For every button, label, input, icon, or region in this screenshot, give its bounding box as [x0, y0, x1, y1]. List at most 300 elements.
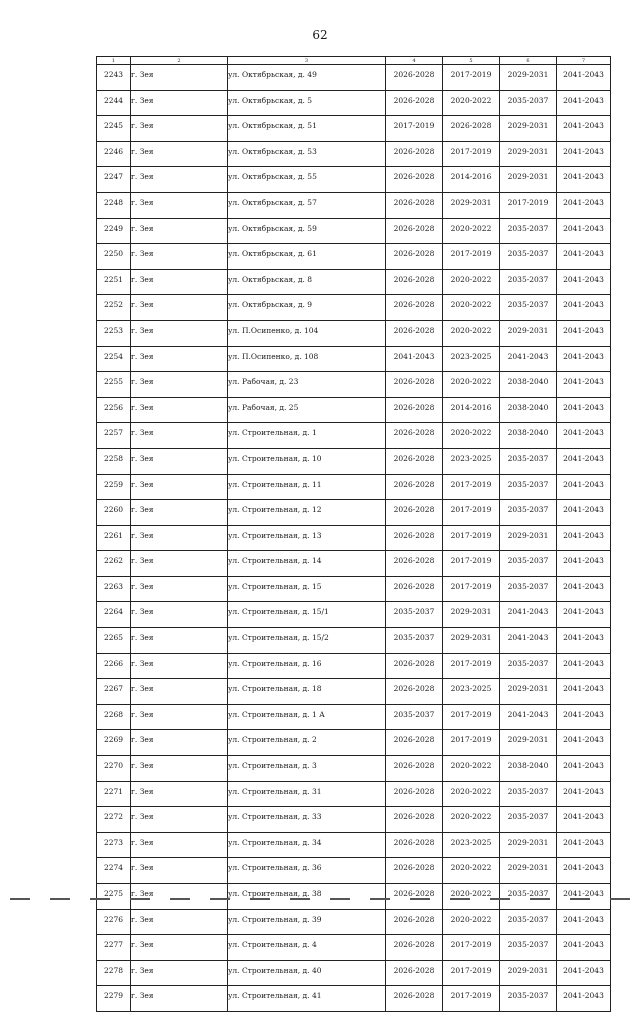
period-cell: 2017-2019 — [443, 141, 500, 167]
period-cell: 2029-2031 — [500, 832, 557, 858]
period-cell: 2035-2037 — [500, 500, 557, 526]
period-cell: 2017-2019 — [443, 244, 500, 270]
row-number: 2267 — [97, 679, 131, 705]
period-cell: 2026-2028 — [386, 679, 443, 705]
period-cell: 2026-2028 — [386, 65, 443, 91]
period-cell: 2041-2043 — [557, 372, 611, 398]
period-cell: 2038-2040 — [500, 397, 557, 423]
period-cell: 2023-2025 — [443, 346, 500, 372]
city-cell: г. Зея — [131, 935, 228, 961]
table-row — [97, 884, 611, 910]
period-cell: 2041-2043 — [557, 167, 611, 193]
row-number: 2273 — [97, 832, 131, 858]
page-number: 62 — [312, 28, 328, 42]
address-cell: ул. Строительная, д. 12 — [228, 500, 386, 526]
period-cell: 2041-2043 — [557, 141, 611, 167]
column-number-header: 1 — [97, 57, 131, 65]
period-cell: 2041-2043 — [557, 500, 611, 526]
city-cell: г. Зея — [131, 397, 228, 423]
city-cell: г. Зея — [131, 116, 228, 142]
table-row — [97, 474, 611, 500]
table-row — [97, 551, 611, 577]
period-cell: 2029-2031 — [500, 679, 557, 705]
table-row — [97, 781, 611, 807]
period-cell: 2041-2043 — [557, 397, 611, 423]
table-row — [97, 192, 611, 218]
period-cell: 2023-2025 — [443, 679, 500, 705]
period-cell: 2029-2031 — [443, 602, 500, 628]
row-number: 2243 — [97, 65, 131, 91]
city-cell: г. Зея — [131, 960, 228, 986]
period-cell: 2041-2043 — [557, 90, 611, 116]
period-cell: 2029-2031 — [500, 65, 557, 91]
period-cell: 2041-2043 — [557, 832, 611, 858]
row-number: 2266 — [97, 653, 131, 679]
period-cell: 2026-2028 — [386, 397, 443, 423]
period-cell: 2041-2043 — [557, 653, 611, 679]
period-cell: 2017-2019 — [443, 576, 500, 602]
period-cell: 2026-2028 — [386, 167, 443, 193]
period-cell: 2020-2022 — [443, 909, 500, 935]
city-cell: г. Зея — [131, 653, 228, 679]
period-cell: 2035-2037 — [500, 884, 557, 910]
period-cell: 2026-2028 — [386, 884, 443, 910]
period-cell: 2041-2043 — [557, 576, 611, 602]
row-number: 2278 — [97, 960, 131, 986]
column-number-header: 5 — [443, 57, 500, 65]
period-cell: 2026-2028 — [386, 935, 443, 961]
column-number-row — [97, 57, 611, 65]
table-row — [97, 372, 611, 398]
period-cell: 2035-2037 — [500, 90, 557, 116]
period-cell: 2029-2031 — [443, 628, 500, 654]
row-number: 2249 — [97, 218, 131, 244]
table-row — [97, 141, 611, 167]
row-number: 2264 — [97, 602, 131, 628]
period-cell: 2026-2028 — [386, 295, 443, 321]
period-cell: 2041-2043 — [557, 986, 611, 1012]
period-cell: 2035-2037 — [500, 935, 557, 961]
period-cell: 2041-2043 — [557, 909, 611, 935]
city-cell: г. Зея — [131, 884, 228, 910]
row-number: 2261 — [97, 525, 131, 551]
city-cell: г. Зея — [131, 218, 228, 244]
period-cell: 2041-2043 — [557, 858, 611, 884]
city-cell: г. Зея — [131, 909, 228, 935]
period-cell: 2017-2019 — [443, 704, 500, 730]
period-cell: 2041-2043 — [557, 320, 611, 346]
period-cell: 2041-2043 — [557, 295, 611, 321]
period-cell: 2026-2028 — [386, 423, 443, 449]
row-number: 2271 — [97, 781, 131, 807]
period-cell: 2026-2028 — [386, 192, 443, 218]
address-cell: ул. Строительная, д. 13 — [228, 525, 386, 551]
table-row — [97, 576, 611, 602]
period-cell: 2029-2031 — [500, 730, 557, 756]
city-cell: г. Зея — [131, 986, 228, 1012]
period-cell: 2035-2037 — [500, 218, 557, 244]
row-number: 2269 — [97, 730, 131, 756]
table-row — [97, 244, 611, 270]
period-cell: 2017-2019 — [443, 653, 500, 679]
period-cell: 2020-2022 — [443, 807, 500, 833]
period-cell: 2026-2028 — [386, 551, 443, 577]
period-cell: 2041-2043 — [557, 192, 611, 218]
period-cell: 2026-2028 — [386, 448, 443, 474]
period-cell: 2035-2037 — [500, 295, 557, 321]
period-cell: 2041-2043 — [557, 602, 611, 628]
table-row — [97, 218, 611, 244]
period-cell: 2041-2043 — [557, 704, 611, 730]
period-cell: 2038-2040 — [500, 756, 557, 782]
period-cell: 2023-2025 — [443, 832, 500, 858]
period-cell: 2026-2028 — [386, 832, 443, 858]
table-row — [97, 628, 611, 654]
period-cell: 2041-2043 — [557, 628, 611, 654]
period-cell: 2041-2043 — [557, 244, 611, 270]
period-cell: 2020-2022 — [443, 320, 500, 346]
city-cell: г. Зея — [131, 474, 228, 500]
row-number: 2279 — [97, 986, 131, 1012]
address-cell: ул. Строительная, д. 1 А — [228, 704, 386, 730]
row-number: 2250 — [97, 244, 131, 270]
address-cell: ул. Строительная, д. 4 — [228, 935, 386, 961]
city-cell: г. Зея — [131, 679, 228, 705]
city-cell: г. Зея — [131, 628, 228, 654]
period-cell: 2026-2028 — [386, 781, 443, 807]
address-cell: ул. Строительная, д. 38 — [228, 884, 386, 910]
row-number: 2275 — [97, 884, 131, 910]
address-cell: ул. Строительная, д. 1 — [228, 423, 386, 449]
period-cell: 2041-2043 — [557, 423, 611, 449]
address-cell: ул. Строительная, д. 11 — [228, 474, 386, 500]
table-row — [97, 960, 611, 986]
period-cell: 2020-2022 — [443, 781, 500, 807]
row-number: 2268 — [97, 704, 131, 730]
row-number: 2244 — [97, 90, 131, 116]
address-cell: ул. Октябрьская, д. 9 — [228, 295, 386, 321]
period-cell: 2014-2016 — [443, 167, 500, 193]
period-cell: 2026-2028 — [386, 576, 443, 602]
period-cell: 2020-2022 — [443, 756, 500, 782]
address-cell: ул. П.Осипенко, д. 108 — [228, 346, 386, 372]
row-number: 2252 — [97, 295, 131, 321]
city-cell: г. Зея — [131, 551, 228, 577]
row-number: 2270 — [97, 756, 131, 782]
table-row — [97, 807, 611, 833]
row-number: 2274 — [97, 858, 131, 884]
period-cell: 2020-2022 — [443, 295, 500, 321]
table-row — [97, 346, 611, 372]
period-cell: 2041-2043 — [557, 807, 611, 833]
city-cell: г. Зея — [131, 602, 228, 628]
period-cell: 2035-2037 — [500, 474, 557, 500]
column-number-header: 4 — [386, 57, 443, 65]
table-row — [97, 935, 611, 961]
address-cell: ул. Строительная, д. 2 — [228, 730, 386, 756]
period-cell: 2041-2043 — [557, 65, 611, 91]
period-cell: 2017-2019 — [443, 500, 500, 526]
address-cell: ул. Строительная, д. 15/1 — [228, 602, 386, 628]
period-cell: 2041-2043 — [557, 730, 611, 756]
column-number-header: 6 — [500, 57, 557, 65]
city-cell: г. Зея — [131, 269, 228, 295]
period-cell: 2041-2043 — [557, 781, 611, 807]
period-cell: 2026-2028 — [386, 141, 443, 167]
address-cell: ул. Строительная, д. 31 — [228, 781, 386, 807]
period-cell: 2041-2043 — [557, 551, 611, 577]
row-number: 2248 — [97, 192, 131, 218]
address-cell: ул. Рабочая, д. 23 — [228, 372, 386, 398]
period-cell: 2026-2028 — [386, 500, 443, 526]
city-cell: г. Зея — [131, 372, 228, 398]
row-number: 2255 — [97, 372, 131, 398]
period-cell: 2026-2028 — [386, 525, 443, 551]
period-cell: 2035-2037 — [500, 576, 557, 602]
table-row — [97, 730, 611, 756]
period-cell: 2035-2037 — [500, 448, 557, 474]
period-cell: 2026-2028 — [386, 858, 443, 884]
address-cell: ул. Строительная, д. 3 — [228, 756, 386, 782]
row-number: 2247 — [97, 167, 131, 193]
city-cell: г. Зея — [131, 167, 228, 193]
city-cell: г. Зея — [131, 525, 228, 551]
city-cell: г. Зея — [131, 90, 228, 116]
table-row — [97, 525, 611, 551]
city-cell: г. Зея — [131, 832, 228, 858]
city-cell: г. Зея — [131, 141, 228, 167]
table-row — [97, 909, 611, 935]
period-cell: 2041-2043 — [500, 704, 557, 730]
period-cell: 2017-2019 — [500, 192, 557, 218]
table-row — [97, 602, 611, 628]
table-row — [97, 653, 611, 679]
period-cell: 2026-2028 — [386, 960, 443, 986]
period-cell: 2023-2025 — [443, 448, 500, 474]
table-row — [97, 320, 611, 346]
period-cell: 2035-2037 — [500, 986, 557, 1012]
period-cell: 2041-2043 — [557, 935, 611, 961]
address-cell: ул. Строительная, д. 10 — [228, 448, 386, 474]
period-cell: 2029-2031 — [500, 141, 557, 167]
address-cell: ул. Строительная, д. 39 — [228, 909, 386, 935]
row-number: 2260 — [97, 500, 131, 526]
row-number: 2254 — [97, 346, 131, 372]
address-cell: ул. Октябрьская, д. 51 — [228, 116, 386, 142]
table-row — [97, 500, 611, 526]
row-number: 2276 — [97, 909, 131, 935]
period-cell: 2026-2028 — [386, 730, 443, 756]
table-row — [97, 295, 611, 321]
row-number: 2258 — [97, 448, 131, 474]
address-cell: ул. Строительная, д. 16 — [228, 653, 386, 679]
period-cell: 2041-2043 — [386, 346, 443, 372]
period-cell: 2041-2043 — [557, 884, 611, 910]
period-cell: 2020-2022 — [443, 884, 500, 910]
period-cell: 2041-2043 — [557, 448, 611, 474]
period-cell: 2026-2028 — [386, 653, 443, 679]
address-cell: ул. Октябрьская, д. 55 — [228, 167, 386, 193]
period-cell: 2038-2040 — [500, 423, 557, 449]
city-cell: г. Зея — [131, 448, 228, 474]
row-number: 2277 — [97, 935, 131, 961]
period-cell: 2035-2037 — [500, 244, 557, 270]
period-cell: 2017-2019 — [443, 960, 500, 986]
address-cell: ул. Октябрьская, д. 53 — [228, 141, 386, 167]
period-cell: 2035-2037 — [500, 807, 557, 833]
column-number-header: 2 — [131, 57, 228, 65]
period-cell: 2029-2031 — [500, 116, 557, 142]
period-cell: 2020-2022 — [443, 423, 500, 449]
row-number: 2256 — [97, 397, 131, 423]
period-cell: 2017-2019 — [443, 474, 500, 500]
period-cell: 2041-2043 — [557, 679, 611, 705]
period-cell: 2035-2037 — [500, 653, 557, 679]
period-cell: 2026-2028 — [386, 756, 443, 782]
period-cell: 2029-2031 — [500, 960, 557, 986]
period-cell: 2041-2043 — [557, 269, 611, 295]
period-cell: 2041-2043 — [500, 628, 557, 654]
address-cell: ул. Строительная, д. 15/2 — [228, 628, 386, 654]
period-cell: 2029-2031 — [500, 320, 557, 346]
city-cell: г. Зея — [131, 807, 228, 833]
address-cell: ул. Рабочая, д. 25 — [228, 397, 386, 423]
city-cell: г. Зея — [131, 500, 228, 526]
period-cell: 2026-2028 — [386, 218, 443, 244]
city-cell: г. Зея — [131, 346, 228, 372]
period-cell: 2041-2043 — [500, 346, 557, 372]
period-cell: 2020-2022 — [443, 372, 500, 398]
address-cell: ул. Октябрьская, д. 8 — [228, 269, 386, 295]
period-cell: 2026-2028 — [386, 986, 443, 1012]
period-cell: 2041-2043 — [557, 474, 611, 500]
table-row — [97, 116, 611, 142]
period-cell: 2017-2019 — [443, 730, 500, 756]
period-cell: 2020-2022 — [443, 269, 500, 295]
period-cell: 2026-2028 — [443, 116, 500, 142]
period-cell: 2041-2043 — [557, 525, 611, 551]
address-cell: ул. Октябрьская, д. 5 — [228, 90, 386, 116]
row-number: 2245 — [97, 116, 131, 142]
period-cell: 2026-2028 — [386, 90, 443, 116]
table-row — [97, 986, 611, 1012]
period-cell: 2026-2028 — [386, 372, 443, 398]
row-number: 2257 — [97, 423, 131, 449]
address-cell: ул. П.Осипенко, д. 104 — [228, 320, 386, 346]
row-number: 2263 — [97, 576, 131, 602]
city-cell: г. Зея — [131, 295, 228, 321]
table-row — [97, 65, 611, 91]
table-row — [97, 90, 611, 116]
table-body — [97, 65, 611, 1012]
period-cell: 2020-2022 — [443, 90, 500, 116]
table-row — [97, 397, 611, 423]
city-cell: г. Зея — [131, 65, 228, 91]
address-cell: ул. Октябрьская, д. 59 — [228, 218, 386, 244]
address-cell: ул. Октябрьская, д. 49 — [228, 65, 386, 91]
period-cell: 2029-2031 — [500, 167, 557, 193]
table-row — [97, 858, 611, 884]
row-number: 2253 — [97, 320, 131, 346]
address-cell: ул. Строительная, д. 18 — [228, 679, 386, 705]
address-cell: ул. Октябрьская, д. 61 — [228, 244, 386, 270]
address-cell: ул. Октябрьская, д. 57 — [228, 192, 386, 218]
period-cell: 2026-2028 — [386, 320, 443, 346]
period-cell: 2035-2037 — [386, 628, 443, 654]
period-cell: 2041-2043 — [557, 218, 611, 244]
period-cell: 2026-2028 — [386, 474, 443, 500]
period-cell: 2029-2031 — [500, 525, 557, 551]
period-cell: 2035-2037 — [386, 704, 443, 730]
period-cell: 2041-2043 — [557, 756, 611, 782]
period-cell: 2017-2019 — [443, 525, 500, 551]
table-row — [97, 448, 611, 474]
period-cell: 2029-2031 — [500, 858, 557, 884]
period-cell: 2017-2019 — [443, 551, 500, 577]
column-number-header: 3 — [228, 57, 386, 65]
period-cell: 2017-2019 — [443, 986, 500, 1012]
table-row — [97, 704, 611, 730]
period-cell: 2026-2028 — [386, 269, 443, 295]
address-cell: ул. Строительная, д. 33 — [228, 807, 386, 833]
address-cell: ул. Строительная, д. 15 — [228, 576, 386, 602]
housing-register-table — [96, 56, 611, 1012]
period-cell: 2041-2043 — [557, 960, 611, 986]
column-number-header: 7 — [557, 57, 611, 65]
period-cell: 2017-2019 — [443, 935, 500, 961]
table-row — [97, 832, 611, 858]
row-number: 2272 — [97, 807, 131, 833]
period-cell: 2026-2028 — [386, 244, 443, 270]
row-number: 2246 — [97, 141, 131, 167]
period-cell: 2020-2022 — [443, 218, 500, 244]
city-cell: г. Зея — [131, 704, 228, 730]
city-cell: г. Зея — [131, 423, 228, 449]
table-row — [97, 423, 611, 449]
period-cell: 2035-2037 — [500, 269, 557, 295]
row-number: 2251 — [97, 269, 131, 295]
period-cell: 2017-2019 — [386, 116, 443, 142]
period-cell: 2035-2037 — [500, 909, 557, 935]
city-cell: г. Зея — [131, 781, 228, 807]
row-number: 2262 — [97, 551, 131, 577]
period-cell: 2017-2019 — [443, 65, 500, 91]
period-cell: 2026-2028 — [386, 909, 443, 935]
period-cell: 2041-2043 — [557, 346, 611, 372]
table-row — [97, 167, 611, 193]
city-cell: г. Зея — [131, 576, 228, 602]
address-cell: ул. Строительная, д. 41 — [228, 986, 386, 1012]
address-cell: ул. Строительная, д. 36 — [228, 858, 386, 884]
period-cell: 2041-2043 — [557, 116, 611, 142]
period-cell: 2035-2037 — [500, 781, 557, 807]
address-cell: ул. Строительная, д. 34 — [228, 832, 386, 858]
row-number: 2259 — [97, 474, 131, 500]
city-cell: г. Зея — [131, 858, 228, 884]
table-row — [97, 269, 611, 295]
scan-edge-marks — [0, 898, 640, 902]
row-number: 2265 — [97, 628, 131, 654]
period-cell: 2035-2037 — [386, 602, 443, 628]
period-cell: 2041-2043 — [500, 602, 557, 628]
city-cell: г. Зея — [131, 192, 228, 218]
address-cell: ул. Строительная, д. 14 — [228, 551, 386, 577]
table-row — [97, 756, 611, 782]
city-cell: г. Зея — [131, 244, 228, 270]
period-cell: 2026-2028 — [386, 807, 443, 833]
period-cell: 2038-2040 — [500, 372, 557, 398]
period-cell: 2014-2016 — [443, 397, 500, 423]
